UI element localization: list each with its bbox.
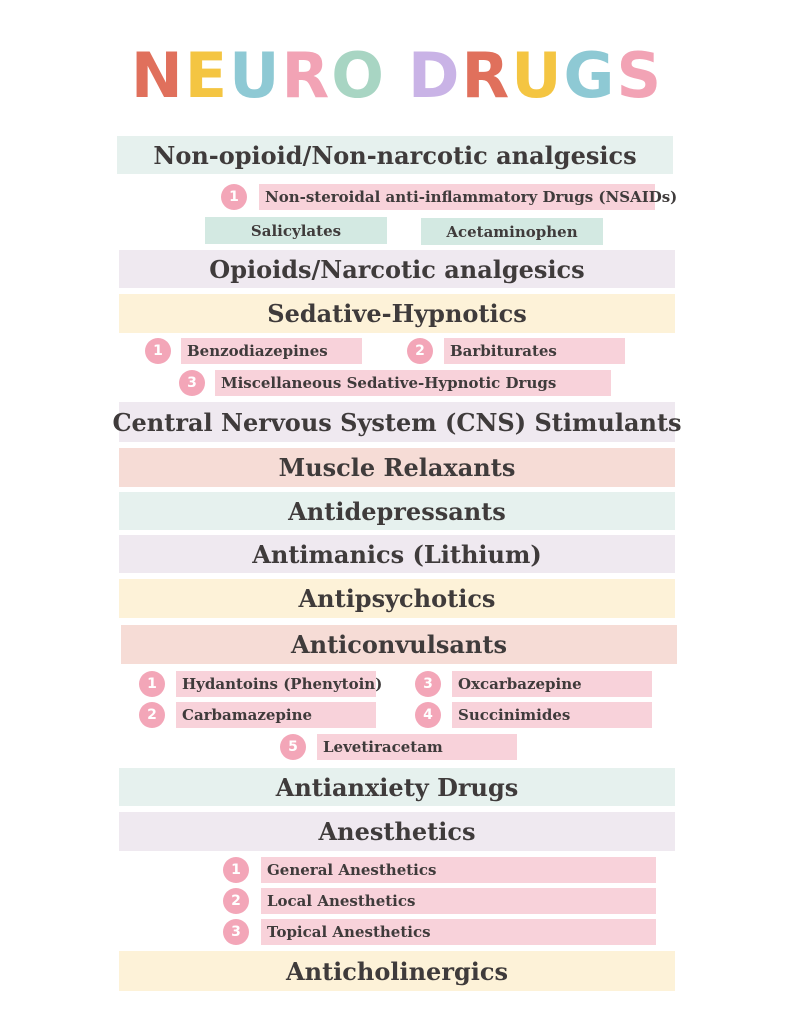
title-letter: N	[130, 39, 185, 112]
section-anticonvulsants: Anticonvulsants	[121, 625, 677, 664]
title-letter: U	[511, 39, 564, 112]
item-levetiracetam: Levetiracetam	[317, 734, 517, 760]
item-oxcarbazepine: Oxcarbazepine	[452, 671, 652, 697]
item-benzodiazepines: Benzodiazepines	[181, 338, 362, 364]
item-barbiturates: Barbiturates	[444, 338, 625, 364]
title-letter: S	[616, 39, 664, 112]
number-badge: 1	[145, 338, 171, 364]
item-acetaminophen: Acetaminophen	[421, 218, 603, 245]
number-badge: 2	[223, 888, 249, 914]
title-letter: E	[184, 39, 230, 112]
item-nsaids: Non-steroidal anti-inflammatory Drugs (NSAIDs)	[259, 184, 655, 210]
title-letter: U	[229, 39, 282, 112]
title-letter: R	[461, 39, 512, 112]
item-succinimides: Succinimides	[452, 702, 652, 728]
section-nonopioid: Non-opioid/Non-narcotic analgesics	[117, 136, 673, 174]
section-cns-stimulants: Central Nervous System (CNS) Stimulants	[119, 402, 675, 442]
section-antimanics: Antimanics (Lithium)	[119, 535, 675, 573]
item-carbamazepine: Carbamazepine	[176, 702, 376, 728]
item-hydantoins: Hydantoins (Phenytoin)	[176, 671, 376, 697]
section-antidepressants: Antidepressants	[119, 492, 675, 530]
number-badge: 3	[179, 370, 205, 396]
item-general-anesthetics: General Anesthetics	[261, 857, 656, 883]
section-opioids: Opioids/Narcotic analgesics	[119, 250, 675, 288]
section-anesthetics: Anesthetics	[119, 812, 675, 851]
item-local-anesthetics: Local Anesthetics	[261, 888, 656, 914]
section-muscle-relaxants: Muscle Relaxants	[119, 448, 675, 487]
number-badge: 3	[415, 671, 441, 697]
title-letter: O	[331, 39, 386, 112]
title-letter: D	[407, 39, 462, 112]
section-anticholinergics: Anticholinergics	[119, 951, 675, 991]
section-sedative-hypnotics: Sedative-Hypnotics	[119, 294, 675, 333]
number-badge: 1	[221, 184, 247, 210]
item-misc-sedative: Miscellaneous Sedative-Hypnotic Drugs	[215, 370, 611, 396]
number-badge: 1	[139, 671, 165, 697]
number-badge: 2	[407, 338, 433, 364]
number-badge: 3	[223, 919, 249, 945]
number-badge: 1	[223, 857, 249, 883]
number-badge: 2	[139, 702, 165, 728]
title-letter: R	[281, 39, 332, 112]
item-salicylates: Salicylates	[205, 217, 387, 244]
page-title	[0, 40, 794, 112]
number-badge: 4	[415, 702, 441, 728]
number-badge: 5	[280, 734, 306, 760]
section-antianxiety: Antianxiety Drugs	[119, 768, 675, 806]
item-topical-anesthetics: Topical Anesthetics	[261, 919, 656, 945]
title-letter: G	[563, 39, 617, 112]
section-antipsychotics: Antipsychotics	[119, 579, 675, 618]
